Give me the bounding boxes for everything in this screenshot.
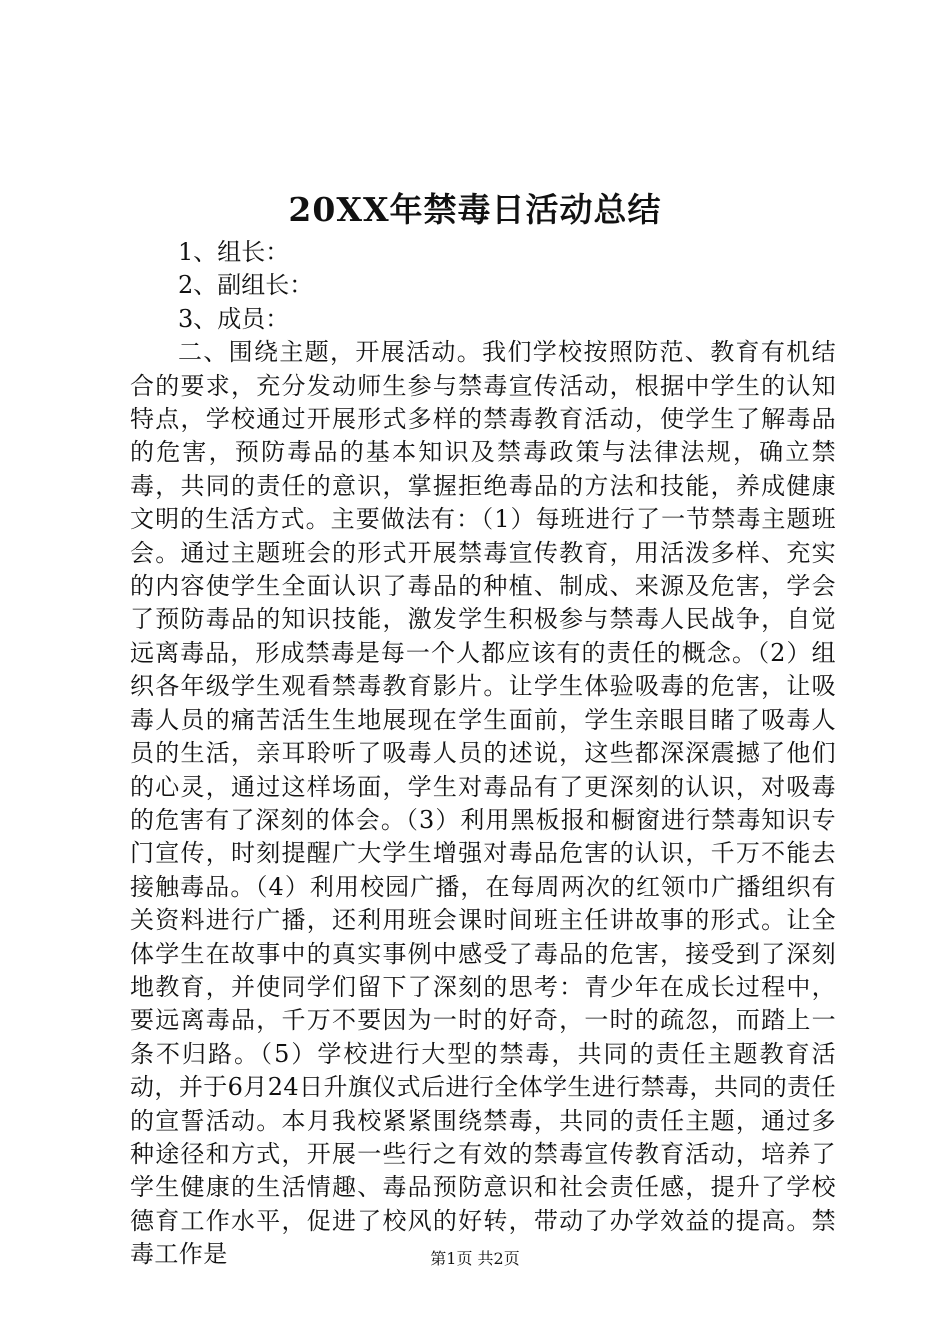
- document-body: [130, 236, 836, 1272]
- list-item-leader: 1、组长：: [178, 238, 290, 266]
- list-item-deputy-leader: 2、副组长：: [178, 271, 314, 300]
- body-paragraph: 二、围绕主题，开展活动。我们学校按照防范、教育有机结合的要求，充分发动师生参与禁毒宣传活动，根据中学生的认知特点，学校通过开展形式多样的禁毒教育活动，使学生了解毒品的危害，预防毒品的基本知识及禁毒政策与法律法规，确立禁毒，共同的责任的意识，掌握拒绝毒品的方法和技能，养成健康文明的生活方式。主要做法有：（1）每班进行了一节禁毒主题班会。通过主题班会的形式开展禁毒宣传教育，用活泼多样、充实的内容使学生全面认识了毒品的种植、制成、来源及危害，学会了预防毒品的知识技能，激发学生积极参与禁毒人民战争，自觉远离毒品，形成禁毒是每一个人都应该有的责任的概念。（2）组织各年级学生观看禁毒教育影片。让学生体验吸毒的危害，让吸毒人员的痛苦活生生地展现在学生面前，学生亲眼目睹了吸毒人员的生活，亲耳聆听了吸毒人员的述说，这些都深深震撼了他们的心灵，通过这样场面，学生对毒品有了更深刻的认识，对吸毒的危害有了深刻的体会。（3）利用黑板报和橱窗进行禁毒知识专门宣传，时刻提醒广大学生增强对毒品危害的认识，千万不能去接触毒品。（4）利用校园广播，在每周两次的红领巾广播组织有关资料进行广播，还利用班会课时间班主任讲故事的形式。让全体学生在故事中的真实事例中感受了毒品的危害，接受到了深刻地教育，并使同学们留下了深刻的思考：青少年在成长过程中，要远离毒品，千万不要因为一时的好奇，一时的疏忽，而踏上一条不归路。（5）学校进行大型的禁毒，共同的责任主题教育活动，并于6月24日升旗仪式后进行全体学生进行禁毒，共同的责任的宣誓活动。本月我校紧紧围绕禁毒，共同的责任主题，通过多种途径和方式，开展一些行之有效的禁毒宣传教育活动，培养了学生健康的生活情趣、毒品预防意识和社会责任感，提升了学校德育工作水平，促进了校风的好转，带动了办学效益的提高。禁毒工作是: [130, 338, 836, 1269]
- page-number: 第1页 共2页: [430, 1249, 520, 1268]
- document-title: 20XX年禁毒日活动总结: [288, 190, 662, 229]
- list-item-members: 3、成员：: [178, 304, 290, 333]
